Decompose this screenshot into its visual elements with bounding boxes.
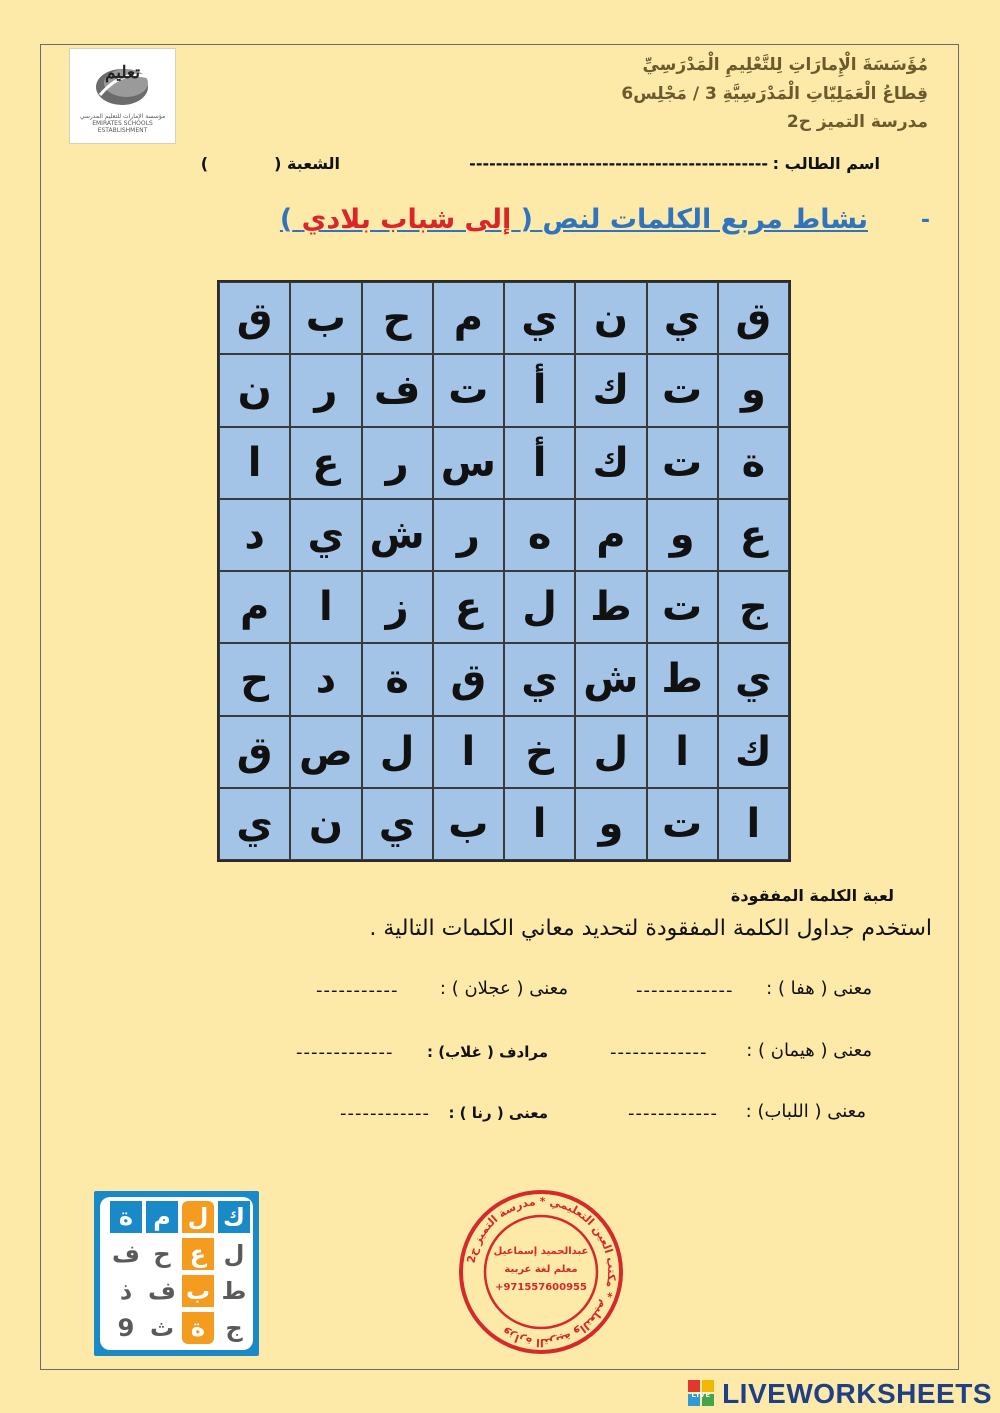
question-4: مرادف ( غلاب) :: [427, 1043, 548, 1061]
missing-word-title: لعبة الكلمة المفقودة: [730, 886, 894, 905]
tile-letter: ح: [153, 1240, 171, 1268]
grid-cell[interactable]: ط: [575, 571, 646, 643]
grid-cell[interactable]: م: [575, 499, 646, 571]
grid-cell[interactable]: ي: [219, 788, 290, 860]
liveworksheets-text: LIVEWORKSHEETS: [722, 1378, 992, 1409]
grid-cell[interactable]: ا: [504, 788, 575, 860]
header-line3: مدرسة التميز ح2: [786, 112, 928, 132]
logo-subtitle-ar: مؤسسة الإمارات للتعليم المدرسي: [79, 113, 166, 120]
grid-cell[interactable]: ن: [219, 354, 290, 426]
title-paren-close: ): [279, 204, 293, 235]
grid-cell[interactable]: ع: [718, 499, 789, 571]
grid-cell[interactable]: ل: [362, 716, 433, 788]
activity-title-text: نشاط مربع الكلمات لنص: [542, 204, 868, 235]
teacher-stamp: [456, 1188, 626, 1356]
activity-title-line: [279, 204, 930, 246]
logo-subtitle: [70, 113, 175, 134]
answer-1-field[interactable]: -------------: [636, 980, 734, 1001]
grid-cell[interactable]: ه: [504, 499, 575, 571]
answer-2-field[interactable]: -----------: [316, 980, 399, 1001]
tile-letter: ة: [182, 1312, 214, 1344]
title-dash: -: [920, 208, 930, 233]
grid-cell[interactable]: ع: [290, 427, 361, 499]
liveworksheets-watermark[interactable]: [691, 1378, 992, 1410]
title-paren-open: (: [520, 204, 534, 235]
grid-cell[interactable]: ا: [647, 716, 718, 788]
grid-cell[interactable]: ق: [219, 716, 290, 788]
grid-cell[interactable]: م: [219, 571, 290, 643]
tile-letter: ج: [225, 1314, 243, 1342]
liveworksheets-logo-text: LIVE: [691, 1391, 711, 1399]
section-label: الشعبة (: [274, 154, 340, 173]
grid-cell[interactable]: ك: [575, 354, 646, 426]
stamp-name: عبدالحميد إسماعيل: [493, 1246, 589, 1257]
grid-cell[interactable]: ل: [575, 716, 646, 788]
grid-cell[interactable]: ت: [647, 788, 718, 860]
tile-letter: ل: [182, 1201, 214, 1233]
section-close: ): [200, 154, 208, 173]
answer-6-field[interactable]: ------------: [340, 1103, 430, 1124]
grid-cell[interactable]: ن: [575, 282, 646, 354]
school-logo: [69, 48, 176, 144]
grid-cell[interactable]: د: [219, 499, 290, 571]
word-game-tile-inner: [100, 1197, 253, 1350]
header-line1: مُؤَسَسَةَ الْإِمارَاتِ لِلتَّعْلِيمِ الْمَدْرَسِيِّ: [642, 55, 928, 75]
header-line2: قِطاعُ الْعَمَلِيّاتِ الْمَدْرَسِيَّةِ 3 / مَجْلِس6: [621, 84, 928, 104]
activity-title-red: إلى شباب بلادي: [301, 204, 512, 235]
grid-cell[interactable]: ق: [718, 282, 789, 354]
tile-letter: ط: [221, 1277, 247, 1305]
student-name-label: اسم الطالب :: [772, 154, 880, 173]
grid-cell[interactable]: ت: [647, 427, 718, 499]
question-3: معنى ( هيمان ) :: [746, 1040, 872, 1061]
grid-cell[interactable]: ك: [718, 716, 789, 788]
grid-cell[interactable]: ر: [290, 354, 361, 426]
grid-cell[interactable]: ق: [219, 282, 290, 354]
grid-cell[interactable]: ب: [433, 788, 504, 860]
grid-cell[interactable]: ب: [290, 282, 361, 354]
grid-cell[interactable]: ا: [718, 788, 789, 860]
student-info-line: [190, 152, 880, 180]
grid-cell[interactable]: ك: [575, 427, 646, 499]
tile-letter: م: [146, 1201, 178, 1233]
grid-cell[interactable]: ش: [362, 499, 433, 571]
tile-letter: ع: [182, 1238, 214, 1270]
grid-cell[interactable]: ي: [504, 643, 575, 715]
grid-cell[interactable]: س: [433, 427, 504, 499]
missing-word-instruction: استخدم جداول الكلمة المفقودة لتحديد معاني الكلمات التالية .: [369, 916, 932, 941]
grid-cell[interactable]: خ: [504, 716, 575, 788]
grid-cell[interactable]: م: [433, 282, 504, 354]
grid-cell[interactable]: ة: [718, 427, 789, 499]
question-1: معنى ( هفا ) :: [766, 978, 872, 999]
tile-letter: ب: [182, 1275, 214, 1307]
question-2: معنى ( عجلان ) :: [439, 978, 568, 999]
word-game-tile-image: [94, 1191, 259, 1356]
word-game-tile-grid: [100, 1197, 253, 1350]
grid-cell[interactable]: ر: [433, 499, 504, 571]
grid-cell[interactable]: ا: [290, 571, 361, 643]
grid-cell[interactable]: ا: [219, 427, 290, 499]
tile-letter: ة: [110, 1201, 142, 1233]
tile-letter: ف: [112, 1240, 140, 1268]
grid-cell[interactable]: ص: [290, 716, 361, 788]
answer-5-field[interactable]: ------------: [628, 1103, 718, 1124]
tile-letter: ذ: [119, 1277, 133, 1305]
grid-cell[interactable]: ق: [433, 643, 504, 715]
tile-letter: 9: [117, 1314, 135, 1342]
word-search-grid: [217, 280, 791, 862]
stamp-role: معلم لغة عربية: [504, 1264, 578, 1275]
grid-cell[interactable]: ز: [362, 571, 433, 643]
stamp-phone: +971557600955: [495, 1282, 587, 1293]
grid-cell[interactable]: ي: [290, 499, 361, 571]
tile-letter: ك: [218, 1201, 250, 1233]
stamp-ring-text: وزارة التربية والتعليم * مكتب العين التعليمي * مدرسة التميز ح2: [464, 1194, 619, 1350]
grid-cell[interactable]: ت: [647, 571, 718, 643]
tile-letter: ث: [149, 1314, 175, 1342]
grid-cell[interactable]: ن: [290, 788, 361, 860]
logo-subtitle-en: EMIRATES SCHOOLS ESTABLISHMENT: [92, 120, 153, 134]
tile-letter: ل: [223, 1240, 245, 1268]
grid-cell[interactable]: ر: [362, 427, 433, 499]
grid-cell[interactable]: ي: [362, 788, 433, 860]
grid-cell[interactable]: ف: [362, 354, 433, 426]
grid-cell[interactable]: ا: [433, 716, 504, 788]
question-5: معنى ( اللباب) :: [745, 1101, 866, 1122]
question-6: معنى ( رنا ) :: [448, 1104, 548, 1122]
grid-cell[interactable]: ج: [718, 571, 789, 643]
grid-cell[interactable]: د: [290, 643, 361, 715]
answer-3-field[interactable]: -------------: [610, 1042, 708, 1063]
grid-cell[interactable]: أ: [504, 427, 575, 499]
grid-cell[interactable]: ل: [504, 571, 575, 643]
answer-4-field[interactable]: -------------: [296, 1042, 394, 1063]
grid-cell[interactable]: ي: [647, 282, 718, 354]
grid-cell[interactable]: ة: [362, 643, 433, 715]
grid-cell[interactable]: ت: [433, 354, 504, 426]
grid-cell[interactable]: ح: [362, 282, 433, 354]
grid-cell[interactable]: ي: [504, 282, 575, 354]
grid-cell[interactable]: ت: [647, 354, 718, 426]
grid-cell[interactable]: ي: [718, 643, 789, 715]
grid-cell[interactable]: ح: [219, 643, 290, 715]
student-name-field[interactable]: ---------------------------------------------: [469, 154, 768, 173]
grid-cell[interactable]: ش: [575, 643, 646, 715]
grid-cell[interactable]: و: [718, 354, 789, 426]
liveworksheets-logo-icon: [688, 1380, 714, 1406]
logo-word: تعليم: [104, 63, 140, 83]
grid-cell[interactable]: ع: [433, 571, 504, 643]
tile-letter: ف: [148, 1277, 176, 1305]
grid-cell[interactable]: و: [647, 499, 718, 571]
activity-title: [280, 204, 868, 235]
grid-cell[interactable]: ط: [647, 643, 718, 715]
grid-cell[interactable]: أ: [504, 354, 575, 426]
grid-cell[interactable]: و: [575, 788, 646, 860]
